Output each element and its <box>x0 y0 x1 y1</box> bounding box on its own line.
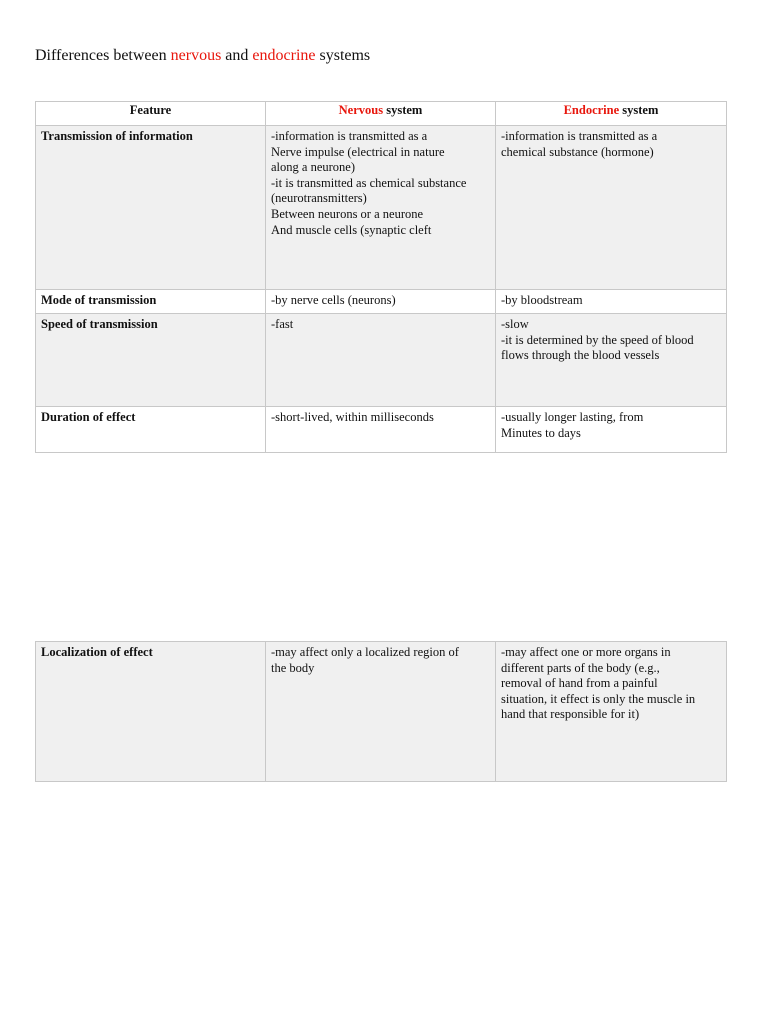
cell-line: the body <box>271 660 315 675</box>
cell-line: different parts of the body (e.g., <box>501 660 660 675</box>
table-row <box>36 314 727 407</box>
nervous-cell <box>266 314 496 407</box>
cell-line: -by nerve cells (neurons) <box>271 293 396 307</box>
cell-line: -information is transmitted as a <box>271 129 428 143</box>
feature-cell: Mode of transmission <box>36 290 266 314</box>
cell-line: Nerve impulse (electrical in nature <box>271 144 445 159</box>
cell-line: -slow <box>501 317 529 331</box>
feature-cell: Localization of effect <box>36 642 266 782</box>
header-endocrine-rest: system <box>619 103 659 117</box>
cell-line: -by bloodstream <box>501 293 583 307</box>
header-nervous-red: Nervous <box>338 103 384 117</box>
cell-line: flows through the blood vessels <box>501 348 660 363</box>
cell-line: Minutes to days <box>501 425 581 440</box>
header-endocrine-red: Endocrine <box>563 103 620 117</box>
cell-line: -may affect one or more organs in <box>501 645 671 659</box>
title-suffix: systems <box>315 47 371 64</box>
nervous-cell <box>266 290 496 314</box>
cell-line: -it is transmitted as chemical substance <box>271 175 467 190</box>
page-title <box>35 46 370 66</box>
title-and: and <box>221 47 253 64</box>
cell-line: (neurotransmitters) <box>271 191 367 206</box>
cell-line: -it is determined by the speed of blood <box>501 332 694 347</box>
cell-line: situation, it effect is only the muscle in <box>501 691 696 706</box>
cell-line: chemical substance (hormone) <box>501 144 654 159</box>
cell-line: -information is transmitted as a <box>501 129 658 143</box>
table-row <box>36 290 727 314</box>
nervous-cell <box>266 407 496 453</box>
nervous-cell <box>266 126 496 290</box>
header-nervous <box>266 102 496 126</box>
comparison-table <box>35 101 727 453</box>
endocrine-cell <box>496 126 727 290</box>
cell-line: -short-lived, within milliseconds <box>271 410 434 424</box>
feature-cell: Duration of effect <box>36 407 266 453</box>
table-row <box>36 642 727 782</box>
endocrine-cell <box>496 642 727 782</box>
cell-line: Between neurons or a neurone <box>271 206 424 221</box>
title-endocrine: endocrine <box>252 47 316 64</box>
comparison-table-continued <box>35 641 727 782</box>
header-nervous-rest: system <box>383 103 423 117</box>
cell-line: And muscle cells (synaptic cleft <box>271 222 432 237</box>
endocrine-cell <box>496 407 727 453</box>
cell-line: -may affect only a localized region of <box>271 645 459 659</box>
table-header-row <box>36 102 727 126</box>
feature-cell: Transmission of information <box>36 126 266 290</box>
endocrine-cell <box>496 314 727 407</box>
cell-line: -usually longer lasting, from <box>501 410 644 424</box>
nervous-cell <box>266 642 496 782</box>
cell-line: along a neurone) <box>271 160 355 175</box>
cell-line: removal of hand from a painful <box>501 676 658 691</box>
feature-cell: Speed of transmission <box>36 314 266 407</box>
title-prefix: Differences between <box>35 47 171 64</box>
table-row <box>36 407 727 453</box>
title-nervous: nervous <box>170 47 222 64</box>
cell-line: hand that responsible for it) <box>501 707 640 722</box>
endocrine-cell <box>496 290 727 314</box>
header-feature: Feature <box>36 102 266 126</box>
table-row <box>36 126 727 290</box>
header-endocrine <box>496 102 727 126</box>
cell-line: -fast <box>271 317 294 331</box>
